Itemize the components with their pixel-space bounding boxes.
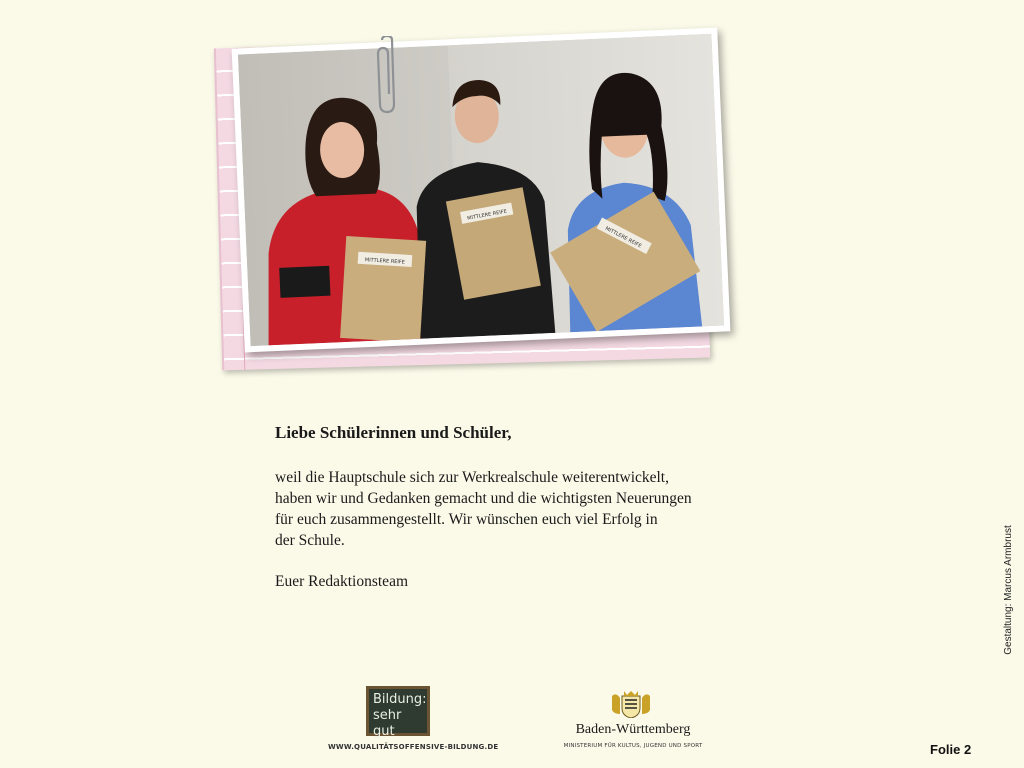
letter-greeting: Liebe Schülerinnen und Schüler, <box>275 423 512 442</box>
letter-body-line: haben wir und Gedanken gemacht und die wichtigsten Neuerungen <box>275 490 692 507</box>
letter-body-line: weil die Hauptschule sich zur Werkrealschule weiterentwickelt, <box>275 469 669 486</box>
slide-number: Folie 2 <box>930 742 972 757</box>
chalkboard-icon <box>366 686 430 739</box>
design-credit: Gestaltung: Marcus Armbrust <box>1003 525 1014 655</box>
chalk-text-line: Bildung: <box>373 692 427 707</box>
chalk-text-line: sehr gut <box>373 708 402 739</box>
baden-wuerttemberg-logo <box>558 690 708 754</box>
folder-label-left: MITTLERE REIFE <box>364 257 406 266</box>
letter-body <box>275 467 755 551</box>
bildung-url: WWW.QUALITÄTSOFFENSIVE-BILDUNG.DE <box>328 743 499 751</box>
letter-signoff: Euer Redaktionsteam <box>275 573 408 590</box>
bildung-sehr-gut-logo <box>328 686 499 756</box>
bw-name: Baden-Württemberg <box>575 722 691 737</box>
letter-body-line: der Schule. <box>275 532 345 549</box>
group-photo <box>232 28 731 353</box>
bw-ministry: MINISTERIUM FÜR KULTUS, JUGEND UND SPORT <box>563 743 703 749</box>
folder-label-middle: MITTLERE REIFE <box>466 208 508 222</box>
folder-label-right: MITTLERE REIFE <box>604 225 643 250</box>
coat-of-arms-icon <box>606 690 656 718</box>
letter <box>275 422 755 592</box>
photo-image <box>238 34 724 346</box>
paperclip-icon <box>372 36 402 116</box>
letter-body-line: für euch zusammengestellt. Wir wünschen euch viel Erfolg in <box>275 511 658 528</box>
